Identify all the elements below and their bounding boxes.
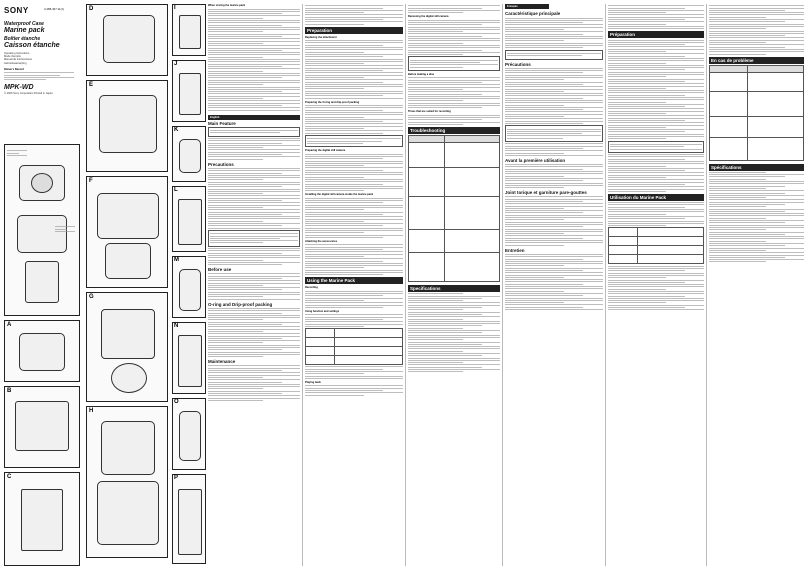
settings-table — [305, 328, 403, 365]
step-label: P — [174, 475, 179, 481]
step-label: D — [89, 6, 94, 12]
manual-item: Operating Instructions — [4, 52, 30, 55]
section-heading: Précautions — [505, 61, 531, 67]
step-label: J — [174, 61, 178, 67]
body-text — [505, 143, 603, 155]
step-label: N — [174, 323, 179, 329]
body-text — [608, 154, 704, 192]
column-divider — [502, 4, 503, 566]
subsection-heading: Replacing the attachment — [305, 35, 337, 39]
body-text — [305, 366, 403, 378]
section-heading: Caractéristique principale — [505, 11, 561, 17]
body-text — [608, 5, 704, 29]
manual-item: Mode d'emploi — [4, 55, 21, 59]
part-number: 3-288-467-11(1) — [44, 7, 65, 11]
section-heading: Before use — [208, 267, 232, 273]
cover-column — [4, 4, 82, 566]
section-heading: Joint torique et garniture pare-gouttes — [505, 190, 587, 196]
step-b-diagram — [4, 386, 80, 468]
title-en-2: Marine pack — [4, 27, 45, 34]
title-en-1: Waterproof Case — [4, 21, 44, 27]
step-m-diagram — [172, 256, 206, 318]
step-label: I — [174, 5, 176, 11]
french-column-3 — [709, 4, 804, 566]
section-heading: En cas de problème — [709, 57, 804, 64]
step-p-diagram — [172, 474, 206, 564]
body-text — [408, 20, 500, 55]
body-text — [208, 168, 300, 229]
section-heading: Specifications — [408, 285, 500, 292]
subsection-heading: Times that are suited for recording — [408, 110, 451, 114]
body-text — [208, 138, 300, 160]
step-a-diagram — [4, 320, 80, 382]
manual-item: Manual de instrucciones — [4, 58, 32, 62]
body-text — [208, 365, 300, 400]
step-label: O — [174, 399, 179, 405]
step-label: C — [7, 474, 12, 480]
body-text — [608, 266, 704, 311]
english-column-1 — [208, 4, 300, 566]
body-text — [305, 154, 403, 192]
step-c-diagram — [4, 472, 80, 566]
step-d-diagram — [86, 4, 168, 76]
column-divider — [405, 4, 406, 566]
step-e-diagram — [86, 80, 168, 172]
section-heading: O-ring and Drip-proof packing — [208, 301, 273, 307]
body-text — [408, 5, 500, 13]
step-l-diagram — [172, 186, 206, 252]
section-heading: Préparation — [608, 31, 704, 38]
subsection-heading: Removing the digital still camera — [408, 15, 449, 19]
note-box — [408, 56, 500, 70]
french-column-1 — [505, 4, 603, 566]
step-n-diagram — [172, 322, 206, 394]
note-box — [608, 141, 704, 153]
body-text — [305, 105, 403, 134]
section-heading: Using the Marine Pack — [305, 277, 403, 284]
section-heading: Precautions — [208, 161, 234, 167]
brand-logo: SONY — [4, 6, 29, 15]
body-text — [305, 5, 403, 24]
note-box — [305, 135, 403, 147]
body-text — [505, 164, 603, 188]
body-text — [305, 40, 403, 98]
english-column-2 — [305, 4, 403, 566]
troubleshooting-table — [709, 65, 804, 161]
diagram-column-1 — [86, 4, 170, 566]
manual-item: Gebruiksaanwijzing — [4, 61, 27, 65]
settings-table — [608, 227, 704, 264]
step-label: L — [174, 187, 178, 193]
section-heading: Entretien — [505, 247, 525, 253]
step-g-diagram — [86, 292, 168, 402]
title-fr-2: Caisson étanche — [4, 42, 60, 49]
body-text — [208, 9, 300, 111]
section-heading: Preparation — [305, 27, 403, 34]
step-i-diagram — [172, 4, 206, 56]
column-divider — [706, 4, 707, 566]
body-text — [709, 172, 804, 263]
english-column-3 — [408, 4, 500, 566]
owner-record-text — [4, 72, 74, 80]
body-text — [408, 77, 500, 108]
language-tab-french: Français — [505, 4, 549, 9]
body-text — [305, 244, 403, 275]
body-text — [208, 308, 300, 357]
step-h-diagram — [86, 406, 168, 558]
step-j-diagram — [172, 60, 206, 122]
caution-box — [208, 230, 300, 247]
manual-list — [4, 52, 82, 65]
owner-record-heading: Owner's Record — [4, 67, 24, 71]
step-label: H — [89, 408, 94, 414]
subsection-heading: Installing the digital still camera inside the marine pack — [305, 193, 374, 197]
column-divider — [302, 4, 303, 566]
body-text — [408, 293, 500, 372]
step-f-diagram — [86, 176, 168, 288]
product-overview-diagram — [4, 144, 80, 316]
french-column-2 — [608, 4, 704, 566]
section-heading: Utilisation du Marine Pack — [608, 194, 704, 201]
column-divider — [605, 4, 606, 566]
language-tab-english: English — [208, 115, 300, 120]
subsection-heading: Using function and settings — [305, 309, 340, 313]
body-text — [505, 254, 603, 310]
body-text — [305, 314, 403, 326]
body-text — [305, 291, 403, 308]
body-text — [608, 40, 704, 140]
subsection-heading: Recording — [305, 286, 318, 290]
step-label: K — [174, 127, 179, 133]
section-heading: When storing the marine pack — [208, 4, 246, 7]
step-label: E — [89, 82, 94, 88]
step-label: M — [174, 257, 179, 263]
body-text — [208, 248, 300, 265]
feature-box — [208, 127, 300, 137]
section-heading: Spécifications — [709, 164, 804, 171]
model-number: MPK-WD — [4, 84, 34, 92]
troubleshooting-table — [408, 135, 500, 282]
step-k-diagram — [172, 126, 206, 182]
title-fr-1: Boîtier étanche — [4, 36, 41, 42]
diagram-column-2 — [172, 4, 206, 566]
body-text — [305, 385, 403, 395]
subsection-heading: Preparing the digital still camera — [305, 149, 346, 153]
warning-box — [505, 50, 603, 60]
subsection-heading: Attaching the accessories — [305, 239, 338, 243]
step-label: B — [7, 388, 12, 394]
section-heading: Main Feature — [208, 120, 236, 126]
subsection-heading: Before making a dive — [408, 72, 435, 76]
step-o-diagram — [172, 398, 206, 470]
step-label: A — [7, 322, 12, 328]
body-text — [408, 115, 500, 125]
body-text — [305, 198, 403, 238]
body-text — [608, 202, 704, 226]
body-text — [505, 196, 603, 245]
section-heading: Troubleshooting — [408, 127, 500, 134]
caution-box — [505, 125, 603, 142]
section-heading: Maintenance — [208, 359, 236, 365]
body-text — [208, 273, 300, 299]
subsection-heading: Preparing the O-ring and drip-proof packing — [305, 100, 360, 104]
body-text — [709, 5, 804, 54]
body-text — [505, 18, 603, 49]
subsection-heading: Playing back — [305, 380, 321, 384]
section-heading: Avant la première utilisation — [505, 157, 566, 163]
step-label: G — [89, 294, 94, 300]
copyright: © 2006 Sony Corporation Printed in Japan — [4, 92, 53, 96]
step-label: F — [89, 178, 93, 184]
body-text — [505, 68, 603, 124]
